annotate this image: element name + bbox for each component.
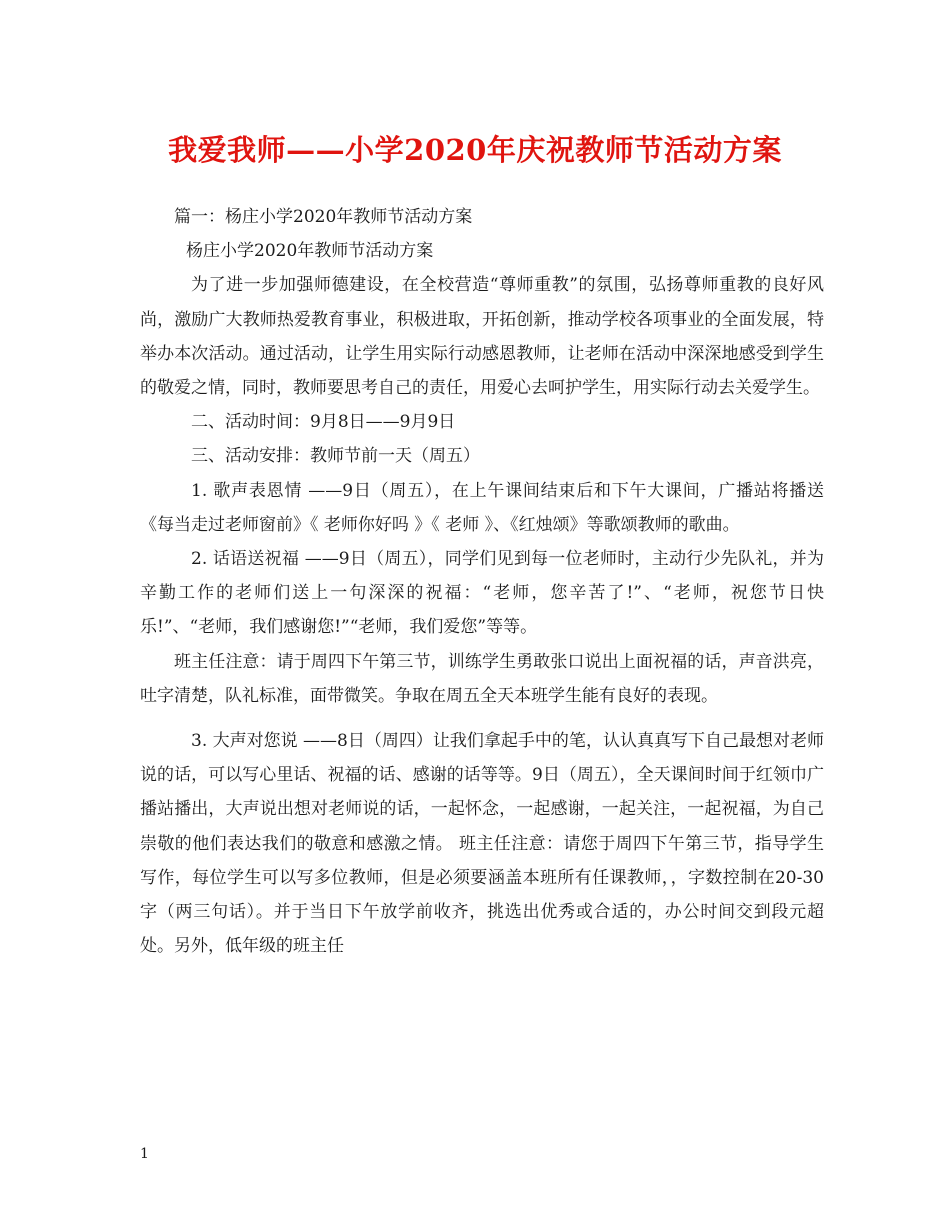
plan-subtitle: 杨庄小学2020年教师节活动方案 — [186, 241, 434, 262]
item-2-paragraph: 2. 话语送祝福 ——9日（周五），同学们见到每一位老师时，主动行少先队礼，并为辛勤工作的老师们送上一句深深的祝福：“老师，您辛苦了!”、“老师，祝您节日快乐!”、“老师，我们感谢您!”“老师，我们爱您”等等。 — [140, 549, 824, 638]
item-1-paragraph: 1. 歌声表恩情 ——9日（周五），在上午课间结束后和下午大课间，广播站将播送《每当走过老师窗前》《 老师你好吗 》《 老师 》、《红烛颂》等歌颂教师的歌曲。 — [140, 480, 824, 535]
activity-time: 二、活动时间：9月8日——9月9日 — [191, 412, 456, 433]
document-title: 我爱我师——小学2020年庆祝教师节活动方案 — [168, 133, 782, 167]
teacher-note-paragraph: 班主任注意：请于周四下午第三节，训练学生勇敢张口说出上面祝福的话，声音洪亮，吐字清楚，队礼标准，面带微笑。争取在周五全天本班学生能有良好的表现。 — [140, 651, 824, 706]
item-3-paragraph: 3. 大声对您说 ——8日（周四）让我们拿起手中的笔，认认真真写下自己最想对老师说的话，可以写心里话、祝福的话、感谢的话等等。9日（周五），全天课间时间于红领巾广播站播出，大声说出想对老师说的话，一起怀念，一起感谢，一起关注，一起祝福，为自己崇敬的他们表达我们的敬意和感激之情。 班主任注意：请您于周四下午第三节，指导学生写作，每位学生可以写多位教师，但是必须要涵盖本班所有任课教师，，字数控制在20-30字（两三句话）。并于当日下午放学前收齐，挑选出优秀或合适的，办公时间交到段元超处。另外，低年级的班主任 — [140, 731, 824, 957]
activity-arrangement: 三、活动安排：教师节前一天（周五） — [191, 446, 480, 467]
section-heading: 篇一：杨庄小学2020年教师节活动方案 — [174, 207, 473, 227]
document-body — [140, 200, 824, 963]
intro-paragraph: 为了进一步加强师德建设，在全校营造“尊师重教”的氛围，弘扬尊师重教的良好风尚，激励广大教师热爱教育事业，积极进取，开拓创新，推动学校各项事业的全面发展，特举办本次活动。通过活动，让学生用实际行动感恩教师，让老师在活动中深深地感受到学生的敬爱之情，同时，教师要思考自己的责任，用爱心去呵护学生，用实际行动去关爱学生。 — [140, 275, 824, 399]
page-number: 1 — [140, 1146, 149, 1162]
